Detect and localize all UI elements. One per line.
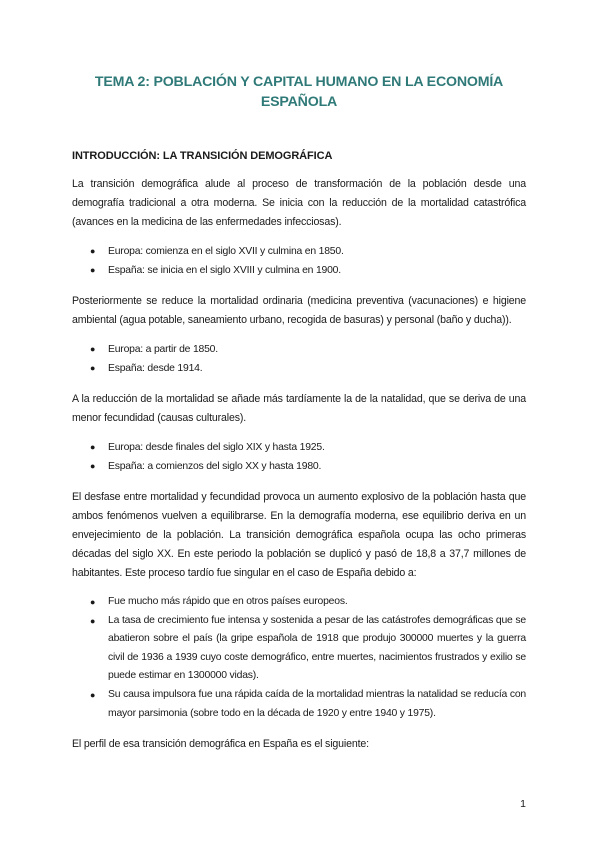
bullet-icon: ● [90,363,96,373]
section-heading: INTRODUCCIÓN: LA TRANSICIÓN DEMOGRÁFICA [72,150,333,162]
paragraph-natality: A la reducción de la mortalidad se añade más tardíamente la de la natalidad, que se deriva de una menor fecundidad (causas culturales). [72,393,526,424]
list-item: ● Europa: desde finales del siglo XIX y hasta 1925. [108,438,526,457]
paragraph-profile: El perfil de esa transición demográfica en España es el siguiente: [72,738,369,751]
bullet-icon: ● [90,597,96,607]
list-item: ● España: se inicia en el siglo XVIII y culmina en 1900. [108,261,526,280]
paragraph-spanish-transition: El desfase entre mortalidad y fecundidad provoca un aumento explosivo de la población hasta que ambos fenómenos vuelven a equilibrarse. En la demografía moderna, ese equilibrio deriva en un envejecimiento de la población. La transición demográfica española ocupa las ocho primeras décadas del siglo XX. En este periodo la población se duplicó y pasó de 18,8 a 37,7 millones de habitantes. Este proceso tardío fue singular en el caso de España debido a: [72,491,526,579]
bullet-list-mortality-ordinary [72,340,526,378]
bullet-icon: ● [90,442,96,452]
list-item: ● Fue mucho más rápido que en otros países europeos. [108,593,526,612]
list-item: ● Europa: comienza en el siglo XVII y culmina en 1850. [108,242,526,261]
title-line-1: TEMA 2: POBLACIÓN Y CAPITAL HUMANO EN LA ECONOMÍA [94,74,504,90]
list-item: ● España: desde 1914. [108,359,526,378]
bullet-list-natality [72,438,526,476]
list-item: ● Su causa impulsora fue una rápida caída de la mortalidad mientras la natalidad se reducía con mayor parsimonia (sobre todo en la década de 1920 y entre 1940 y 1975). [108,686,526,723]
bullet-icon: ● [90,344,96,354]
paragraph-intro: La transición demográfica alude al proceso de transformación de la población desde una demografía tradicional a otra moderna. Se inicia con la reducción de la mortalidad catastrófica (avances en la medicina de las enfermedades infecciosas). [72,178,526,228]
bullet-icon: ● [90,246,96,256]
paragraph-ordinary-mortality: Posteriormente se reduce la mortalidad ordinaria (medicina preventiva (vacunaciones) e higiene ambiental (agua potable, saneamiento urbano, recogida de basuras) y personal (baño y ducha)). [72,295,526,326]
bullet-icon: ● [90,689,96,700]
bullet-icon: ● [90,265,96,275]
list-item: ● Europa: a partir de 1850. [108,340,526,359]
bullet-list-mortality-catastrophic [72,242,526,280]
document-title [72,72,526,112]
list-item: ● La tasa de crecimiento fue intensa y sostenida a pesar de las catástrofes demográficas que se abatieron sobre el país (la gripe española de 1918 que produjo 300000 muertes y la guerra civil de 1936 a 1939 cuyo coste demográfico, entre muertes, nacimientos frustrados y exilio se puede estimar en 1300000 vidas). [108,612,526,686]
bullet-icon: ● [90,461,96,471]
list-item: ● España: a comienzos del siglo XX y hasta 1980. [108,457,526,476]
page-number: 1 [520,798,526,810]
bullet-icon: ● [90,615,96,626]
bullet-list-singularity [72,593,526,723]
title-line-2: ESPAÑOLA [260,94,338,110]
